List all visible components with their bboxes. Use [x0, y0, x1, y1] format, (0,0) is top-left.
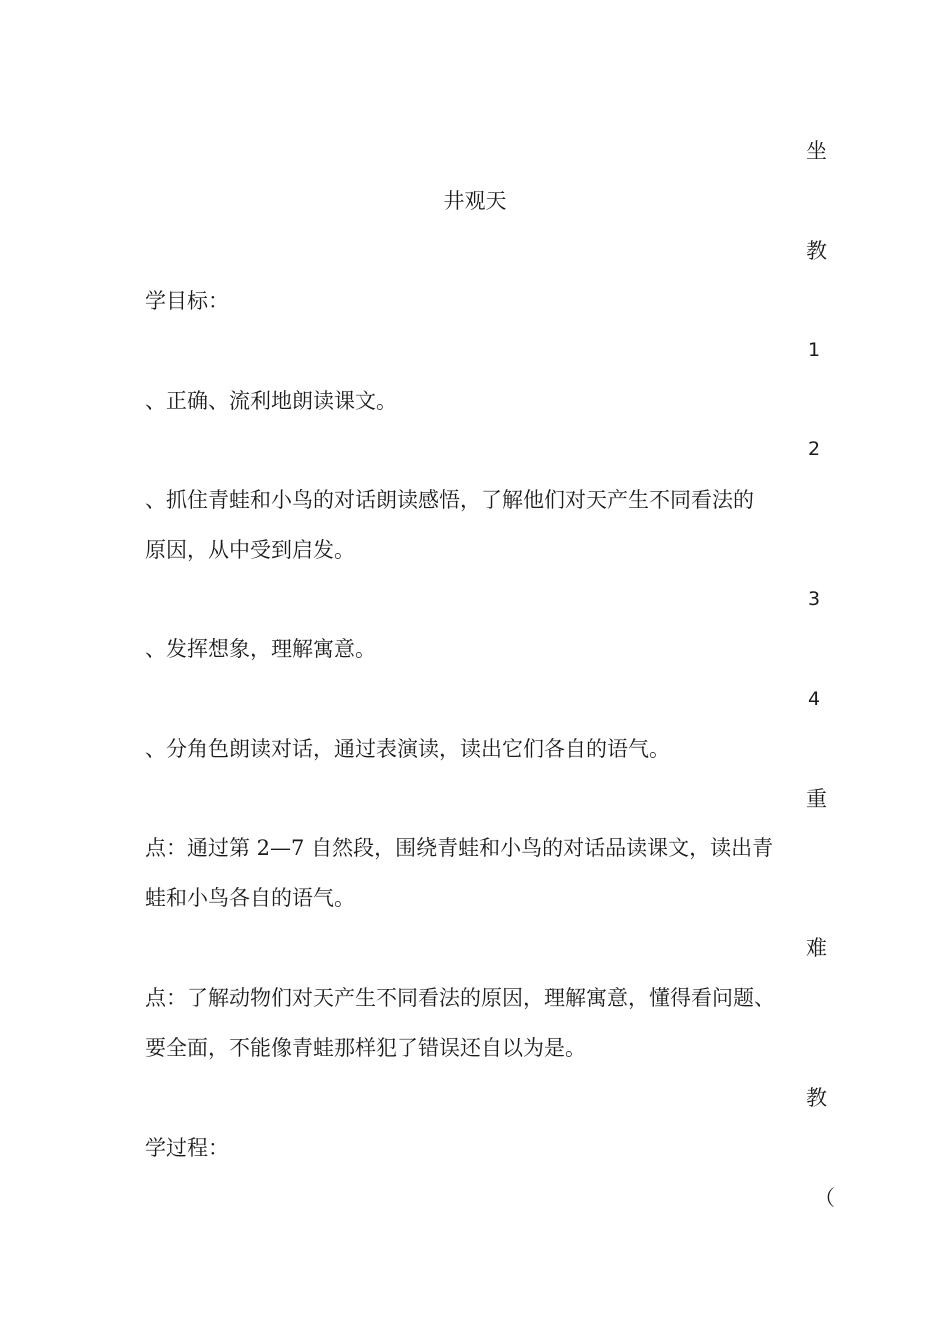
- text-line: 点：了解动物们对天产生不同看法的原因，理解寓意，懂得看问题、: [145, 986, 775, 1010]
- item-number: 2: [808, 438, 821, 460]
- text-line: 要全面，不能像青蛙那样犯了错误还自以为是。: [145, 1036, 586, 1060]
- text-line: 原因，从中受到启发。: [145, 538, 355, 562]
- text-line-right: 坐: [806, 139, 827, 163]
- text-line-right: 教: [806, 1086, 827, 1110]
- text-line-right: 难: [806, 936, 827, 960]
- text-line-right: 教: [806, 239, 827, 263]
- text-line: 、正确、流利地朗读课文。: [145, 389, 397, 413]
- text-line-right: （: [814, 1186, 835, 1210]
- item-number: 3: [808, 588, 821, 610]
- item-number: 1: [808, 339, 821, 361]
- text-line-right: 重: [806, 787, 827, 811]
- item-number: 4: [808, 688, 821, 710]
- text-line: 、分角色朗读对话，通过表演读，读出它们各自的语气。: [145, 737, 670, 761]
- document-title: 井观天: [443, 189, 507, 213]
- text-line: 、发挥想象，理解寓意。: [145, 637, 376, 661]
- section-heading: 学过程：: [145, 1136, 229, 1160]
- section-heading: 学目标：: [145, 289, 229, 313]
- text-line: 蛙和小鸟各自的语气。: [145, 886, 355, 910]
- text-line: 、抓住青蛙和小鸟的对话朗读感悟，了解他们对天产生不同看法的: [145, 488, 754, 512]
- text-line: 点：通过第 2—7 自然段，围绕青蛙和小鸟的对话品读课文，读出青: [145, 836, 774, 860]
